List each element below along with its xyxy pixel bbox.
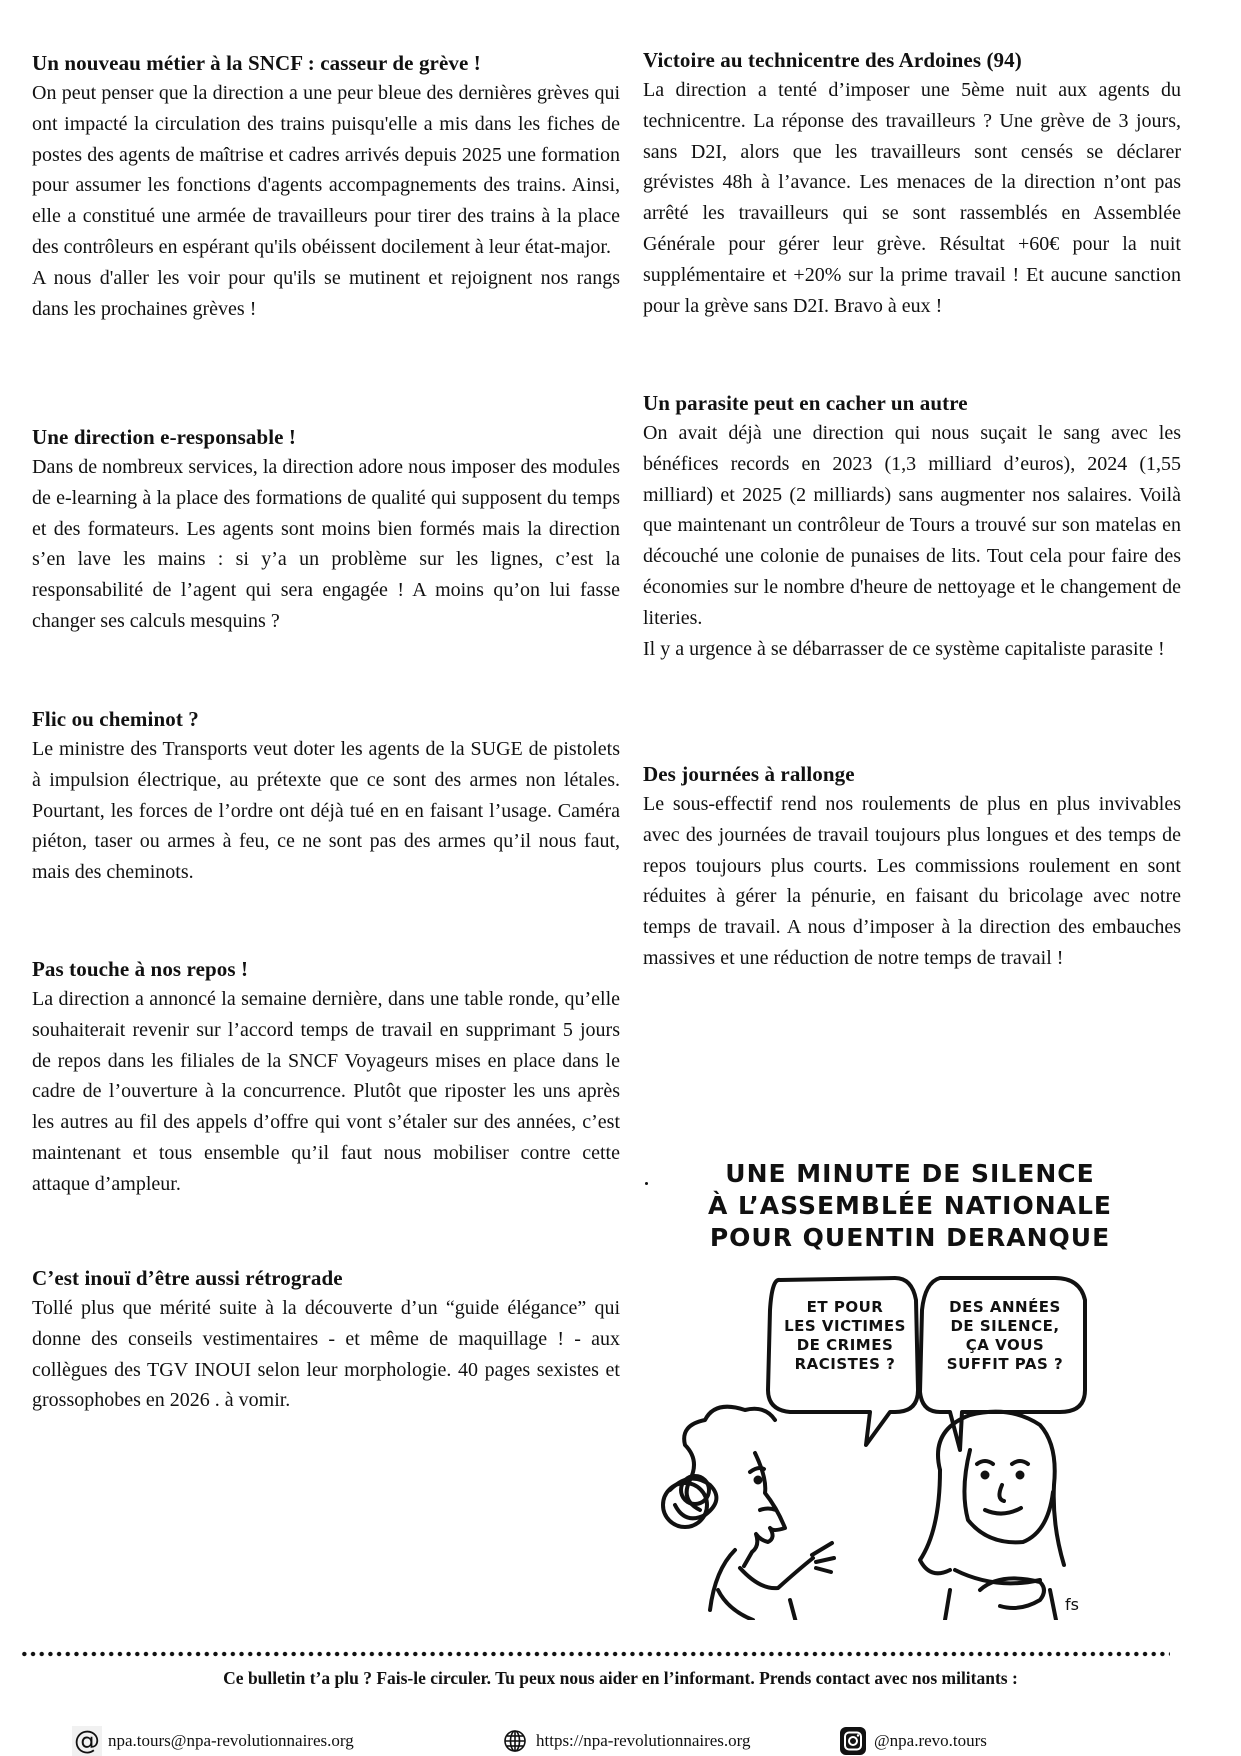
article-flic-ou-cheminot: [32, 704, 620, 888]
article-paragraph: A nous d'aller les voir pour qu'ils se mutinent et rejoignent nos rangs dans les prochaines grèves !: [32, 266, 620, 320]
article-victoire-ardoines: [643, 45, 1181, 321]
article-title: C’est inouï d’être aussi rétrograde: [32, 1266, 343, 1290]
article-direction-e-responsable: [32, 422, 620, 637]
article-parasite: [643, 388, 1181, 664]
article-title: Flic ou cheminot ?: [32, 707, 199, 731]
caption-line: UNE MINUTE DE SILENCE: [725, 1159, 1095, 1188]
article-pas-touche-a-nos-repos: [32, 954, 620, 1200]
right-speech-bubble: DES ANNÉES DE SILENCE, ÇA VOUS SUFFIT PAS ?: [946, 1298, 1064, 1373]
article-paragraph: La direction a annoncé la semaine dernière, dans une table ronde, qu’elle souhaiterait revenir sur l’accord temps de travail en supprimant 5 jours de repos dans les filiales de la SNCF Voyageurs mises en place dans le cadre de l’ouverture à la concurrence. Plutôt que riposter les uns après les autres au fil des appels d’offre qui vont s’étaler sur des années, c’est maintenant et tous ensemble qu’il faut nous mobiliser contre cette attaque d’ampleur.: [32, 988, 620, 1195]
email-link[interactable]: npa.tours@npa-revolutionnaires.org: [108, 1731, 354, 1750]
contact-email[interactable]: [72, 1726, 354, 1756]
globe-icon: [500, 1726, 530, 1756]
left-character: [663, 1407, 834, 1620]
caption-line: À L’ASSEMBLÉE NATIONALE: [708, 1191, 1112, 1220]
at-icon: @: [74, 1726, 100, 1756]
contact-instagram[interactable]: [838, 1726, 987, 1756]
article-title: Pas touche à nos repos !: [32, 957, 249, 981]
footer-call-to-action: Ce bulletin t’a plu ? Fais-le circuler. Tu peux nous aider en l’informant. Prends contact avec nos militants :: [223, 1668, 1018, 1688]
article-title: Un nouveau métier à la SNCF : casseur de grève !: [32, 51, 481, 75]
dotted-divider: [20, 1650, 1170, 1658]
article-journees-a-rallonge: [643, 759, 1181, 974]
article-paragraph: On avait déjà une direction qui nous suçait le sang avec les bénéfices records en 2023 (1,3 milliard d’euros), 2024 (1,55 milliard) et 2025 (2 milliards) sans augmenter nos salaires. Voilà que maintenant un contrôleur de Tours a trouvé sur son matelas en découché une colonie de punaises de lits. Tout cela pour faire des économies sur le nombre d'heure de nettoyage et le changement de literies.: [643, 422, 1181, 629]
article-paragraph: La direction a tenté d’imposer une 5ème nuit aux agents du technicentre. La réponse des travailleurs ? Une grève de 3 jours, sans D2I, alors que les travailleurs sont censés se déclarer grévistes 48h à l’avance. Les menaces de la direction n’ont pas arrêté les travailleurs qui se sont rassemblés en Assemblée Générale pour gérer leur grève. Résultat +60€ pour la nuit supplémentaire et +20% sur la prime travail ! Et aucune sanction pour la grève sans D2I. Bravo à eux !: [643, 79, 1181, 317]
caption-line: POUR QUENTIN DERANQUE: [709, 1223, 1111, 1252]
contact-website[interactable]: [500, 1726, 751, 1756]
instagram-handle[interactable]: @npa.revo.tours: [874, 1731, 987, 1750]
svg-text:fs: fs: [1065, 1595, 1079, 1614]
article-paragraph: Il y a urgence à se débarrasser de ce système capitaliste parasite !: [643, 637, 1165, 660]
article-inoui-retrograde: [32, 1263, 620, 1416]
article-paragraph: Tollé plus que mérité suite à la découverte d’un “guide élégance” qui donne des conseils vestimentaires - et même de maquillage ! - aux collègues des TGV INOUI selon leur morphologie. 40 pages sexistes et grossophobes en 2026 . à vomir.: [32, 1297, 620, 1412]
cartoon-caption: [640, 1158, 1180, 1254]
article-paragraph: Le sous-effectif rend nos roulements de plus en plus invivables avec des journées de travail toujours plus longues et des temps de repos toujours plus courts. Les commissions roulement en sont réduites à gérer la pénurie, en faisant du bricolage avec notre temps de travail. A nous d’imposer à la direction des embauches massives et une réduction de notre temps de travail !: [643, 793, 1181, 969]
website-link[interactable]: https://npa-revolutionnaires.org: [536, 1731, 751, 1750]
instagram-icon: [838, 1726, 868, 1756]
article-title: Une direction e-responsable !: [32, 425, 297, 449]
cartoon-illustration: [640, 1150, 1180, 1620]
article-casseur-de-greve: [32, 48, 620, 324]
article-paragraph: On peut penser que la direction a une peur bleue des dernières grèves qui ont impacté la circulation des trains puisqu'elle a mis dans les fiches de postes des agents de maîtrise et cadres arrivés depuis 2025 une formation pour assumer les fonctions d'agents accompagnements des trains. Ainsi, elle a constitué une armée de travailleurs pour tirer des trains à la place des contrôleurs en espérant qu'ils obéissent docilement à leur état-major.: [32, 82, 620, 258]
left-speech-bubble: ET POUR LES VICTIMES DE CRIMES RACISTES ?: [784, 1298, 906, 1373]
article-paragraph: Dans de nombreux services, la direction adore nous imposer des modules de e-learning à la place des formations de qualité qui supposent du temps et des formateurs. Les agents sont moins bien formés mais la direction s’en lave les mains : si y’a un problème sur les lignes, c’est la responsabilité de l’agent qui sera engagée ! A moins qu’on lui fasse changer ses calculs mesquins ?: [32, 456, 620, 632]
article-paragraph: Le ministre des Transports veut doter les agents de la SUGE de pistolets à impulsion électrique, au prétexte que ce sont des armes non létales. Pourtant, les forces de l’ordre ont déjà tué en en faisant l’usage. Caméra piéton, taser ou armes à feu, ce ne sont pas des armes qu’il nous faut, mais des cheminots.: [32, 738, 620, 884]
article-title: Victoire au technicentre des Ardoines (94): [643, 48, 1022, 72]
article-title: Des journées à rallonge: [643, 762, 855, 786]
right-character: [920, 1412, 1079, 1620]
article-title: Un parasite peut en cacher un autre: [643, 391, 968, 415]
